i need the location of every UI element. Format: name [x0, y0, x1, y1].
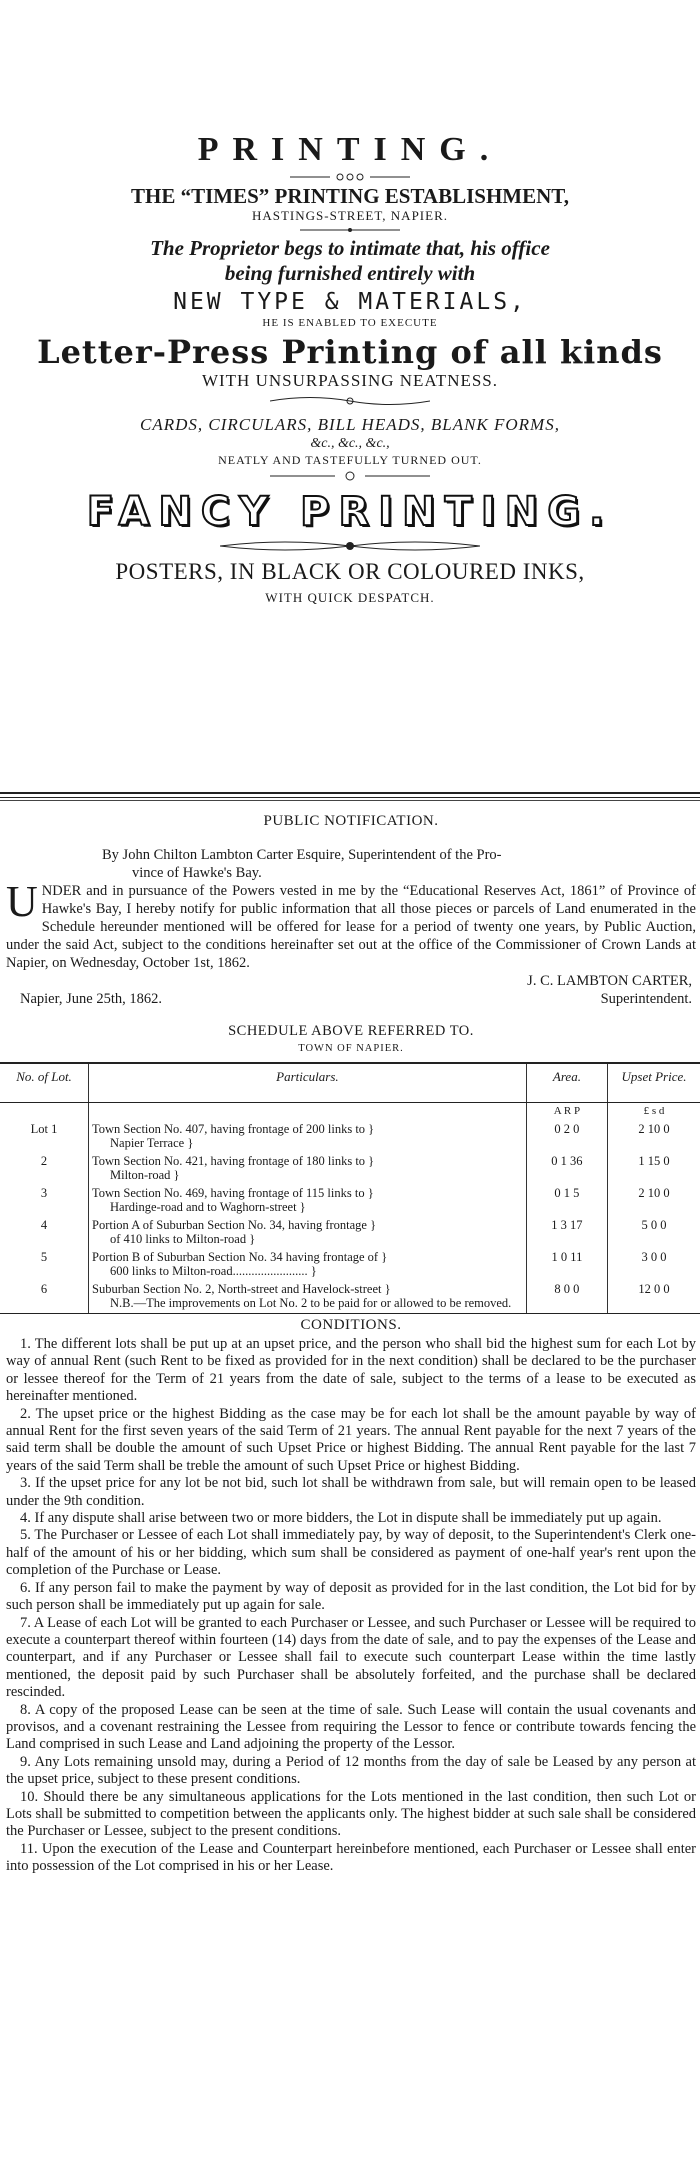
- lot-particulars: [89, 1281, 527, 1314]
- notification-body-text: NDER and in pursuance of the Powers vested in me by the “Educational Reserves Act, 1861” of Province of Hawke's Bay, I hereby notify for public information that all those pieces or parcels of Land enumerated in the Schedule hereunder mentioned will be offered for lease for a period of twenty one years, by Public Auction, under the said Act, subject to the conditions hereinafter set out at the office of the Commissioner of Crown Lands at Napier, on Wednesday, October 1st, 1862.: [6, 883, 696, 971]
- particulars-line-1: Portion B of Suburban Section No. 34 having frontage of }: [92, 1250, 388, 1264]
- notification-signature: J. C. LAMBTON CARTER,: [527, 973, 692, 989]
- ad-neatness: WITH UNSURPASSING NEATNESS.: [201, 371, 499, 390]
- notification-signature-title: Superintendent.: [600, 991, 692, 1007]
- table-row: [0, 1185, 700, 1217]
- lot-number: 4: [40, 1218, 48, 1232]
- lot-price: 12 0 0: [608, 1281, 700, 1314]
- lot-price: 5 0 0: [608, 1217, 700, 1249]
- ad-letterpress: Letter-Press Printing of all kinds: [37, 333, 663, 371]
- lot-particulars: [89, 1185, 527, 1217]
- col-price: Upset Price.: [608, 1063, 700, 1103]
- condition-item: 11. Upon the execution of the Lease and Counterpart hereinbefore mentioned, each Purchaser or Lessee shall enter into possession of the Lot comprised in his or her Lease.: [6, 1840, 696, 1875]
- particulars-line-1: Town Section No. 421, having frontage of 180 links to }: [92, 1154, 375, 1168]
- particulars-line-1: Suburban Section No. 2, North-street and Havelock-street }: [92, 1282, 391, 1296]
- ad-etc: &c., &c., &c.,: [310, 436, 390, 451]
- lot-number: Lot 1: [30, 1122, 58, 1136]
- particulars-line-2: of 410 links to Milton-road }: [110, 1232, 256, 1246]
- notification-by-line-1: By John Chilton Lambton Carter Esquire, Superintendent of the Pro-: [102, 847, 502, 863]
- ad-intro-line-2: being furnished entirely with: [224, 261, 476, 285]
- schedule-table: [0, 1062, 700, 1314]
- lot-number: 2: [40, 1154, 48, 1168]
- condition-item: 7. A Lease of each Lot will be granted to each Purchaser or Lessee, and such Purchaser or Lessee will be required to execute a counterpart thereof within fourteen (14) days from the date of sale, and to pay the expenses of the Lease and counterpart, and if any Purchaser or Lessee shall fail to execute such counterpart Lease within the time lastly mentioned, the deposit paid by such Purchaser shall be absolutely forfeited, and the purchase shall be declared rescinded.: [6, 1614, 696, 1701]
- lot-area: 1 0 11: [526, 1249, 607, 1281]
- condition-item: 10. Should there be any simultaneous applications for the Lots mentioned in the last condition, then such Lot or Lots shall be submitted to competition between the applicants only. The highest bidder at such sale shall be considered the Purchaser or Lessee, subject to the present conditions.: [6, 1788, 696, 1840]
- lot-number: 6: [0, 1281, 89, 1314]
- table-row: [0, 1121, 700, 1153]
- section-rule-double: [0, 792, 700, 798]
- lot-price: 1 15 0: [608, 1153, 700, 1185]
- col-area: Area.: [526, 1063, 607, 1103]
- table-row: [0, 1281, 700, 1314]
- particulars-line-2: Milton-road }: [110, 1168, 180, 1182]
- printing-advertisement: [0, 130, 700, 606]
- conditions-heading: CONDITIONS.: [300, 1317, 402, 1333]
- drop-cap: U: [6, 877, 38, 926]
- notification-body: [6, 877, 696, 972]
- particulars-line-1: Town Section No. 469, having frontage of 115 links to }: [92, 1186, 374, 1200]
- ad-fancy-printing: FANCY PRINTING.: [86, 489, 614, 535]
- ad-despatch: WITH QUICK DESPATCH.: [265, 590, 435, 605]
- col-particulars: Particulars.: [89, 1063, 527, 1103]
- particulars-line-2: 600 links to Milton-road........................ }: [110, 1264, 317, 1278]
- lot-area: 8 0 0: [526, 1281, 607, 1314]
- notification-by-line-2: vince of Hawke's Bay.: [132, 865, 262, 881]
- schedule-heading: SCHEDULE ABOVE REFERRED TO.: [228, 1023, 474, 1039]
- lot-area: 0 2 0: [526, 1121, 607, 1153]
- area-units: A R P: [526, 1103, 607, 1122]
- ornament-divider-5: [220, 538, 480, 554]
- table-row: [0, 1153, 700, 1185]
- lot-area: 0 1 36: [526, 1153, 607, 1185]
- lot-area: 0 1 5: [526, 1185, 607, 1217]
- ad-title: PRINTING.: [197, 131, 503, 168]
- lot-particulars: [89, 1249, 527, 1281]
- lot-area: 1 3 17: [526, 1217, 607, 1249]
- particulars-line-1: Portion A of Suburban Section No. 34, having frontage }: [92, 1218, 377, 1232]
- ornament-divider-3: [270, 394, 430, 408]
- ad-turned-out: NEATLY AND TASTEFULLY TURNED OUT.: [218, 453, 482, 467]
- public-notification: [6, 812, 696, 1876]
- lot-particulars: [89, 1153, 527, 1185]
- notification-heading: PUBLIC NOTIFICATION.: [263, 813, 439, 829]
- particulars-line-2: N.B.—The improvements on Lot No. 2 to be paid for or allowed to be removed.: [110, 1296, 512, 1310]
- lot-particulars: [89, 1217, 527, 1249]
- ornament-divider-4: [270, 470, 430, 482]
- lot-price: 3 0 0: [608, 1249, 700, 1281]
- lot-particulars: [89, 1121, 527, 1153]
- section-rule-single: [0, 800, 700, 801]
- lot-number: 3: [40, 1186, 48, 1200]
- ad-intro-line-1: The Proprietor begs to intimate that, his office: [150, 236, 550, 260]
- lot-price: 2 10 0: [608, 1121, 700, 1153]
- units-row: [0, 1103, 700, 1122]
- condition-item: 4. If any dispute shall arise between two or more bidders, the Lot in dispute shall be immediately put up again.: [20, 1510, 662, 1527]
- schedule-subheading: TOWN OF NAPIER.: [298, 1043, 404, 1054]
- condition-item: 5. The Purchaser or Lessee of each Lot shall immediately pay, by way of deposit, to the Superintendent's Clerk one-half of the amount of his or her bidding, which sum shall be considered as payment of one-half year's rent upon the completion of the Purchase or Lease.: [6, 1527, 696, 1579]
- ad-enabled: HE IS ENABLED TO EXECUTE: [262, 317, 438, 329]
- table-row: [0, 1249, 700, 1281]
- ornament-divider-2: [300, 226, 400, 234]
- ad-address: HASTINGS-STREET, NAPIER.: [251, 208, 448, 223]
- condition-item: 1. The different lots shall be put up at an upset price, and the person who shall bid the highest sum for each Lot by way of annual Rent (such Rent to be fixed as provided for in the next condition) shall be declared to be the purchaser or lessee thereof for the Term of 21 years from the date of sale, subject to the terms of a lease to be executed as hereinafter mentioned.: [6, 1336, 696, 1405]
- condition-item: 6. If any person fail to make the payment by way of deposit as provided for in the last condition, the Lot bid for by such person shall be immediately put up again for sale.: [6, 1579, 696, 1614]
- schedule-header-row: [0, 1063, 700, 1103]
- condition-item: 2. The upset price or the highest Bidding as the case may be for each lot shall be the amount payable by way of annual Rent for the first seven years of the said Term of 21 years. The annual Rent payable for the next 7 years of the said term shall be double the amount of such Upset Price or highest Bidding. The annual Rent payable for the last 7 years of the said Term shall be treble the amount of such Upset Price or highest Bidding.: [6, 1405, 696, 1474]
- particulars-line-2: Hardinge-road and to Waghorn-street }: [110, 1200, 306, 1214]
- lot-number: 5: [40, 1250, 48, 1264]
- ad-new-type: NEW TYPE & MATERIALS,: [173, 289, 527, 315]
- lot-price: 2 10 0: [608, 1185, 700, 1217]
- condition-item: 8. A copy of the proposed Lease can be seen at the time of sale. Such Lease will contain the usual covenants and provisos, and a covenant restraining the Lessee from requiring the Lessor to fence or contribute towards fencing the Land comprised in such Lease and Land adjoining the property of the Lessor.: [6, 1701, 696, 1753]
- notification-date: Napier, June 25th, 1862.: [20, 991, 162, 1007]
- particulars-line-1: Town Section No. 407, having frontage of 200 links to }: [92, 1122, 375, 1136]
- table-row: [0, 1217, 700, 1249]
- ad-subtitle: THE “TIMES” PRINTING ESTABLISHMENT,: [131, 184, 569, 208]
- ornament-divider-1: [290, 172, 410, 182]
- col-lot: No. of Lot.: [0, 1063, 89, 1103]
- condition-item: 3. If the upset price for any lot be not bid, such lot shall be withdrawn from sale, but will remain open to be leased under the 9th condition.: [6, 1475, 696, 1509]
- particulars-line-2: Napier Terrace }: [110, 1136, 194, 1150]
- condition-item: 9. Any Lots remaining unsold may, during a Period of 12 months from the day of sale be Leased by any person at the upset price, subject to these present conditions.: [6, 1753, 696, 1788]
- price-units: £ s d: [608, 1103, 700, 1122]
- ad-cards: CARDS, CIRCULARS, BILL HEADS, BLANK FORMS,: [140, 415, 560, 434]
- ad-posters: POSTERS, IN BLACK OR COLOURED INKS,: [115, 559, 585, 584]
- notification-by-line: [6, 846, 696, 882]
